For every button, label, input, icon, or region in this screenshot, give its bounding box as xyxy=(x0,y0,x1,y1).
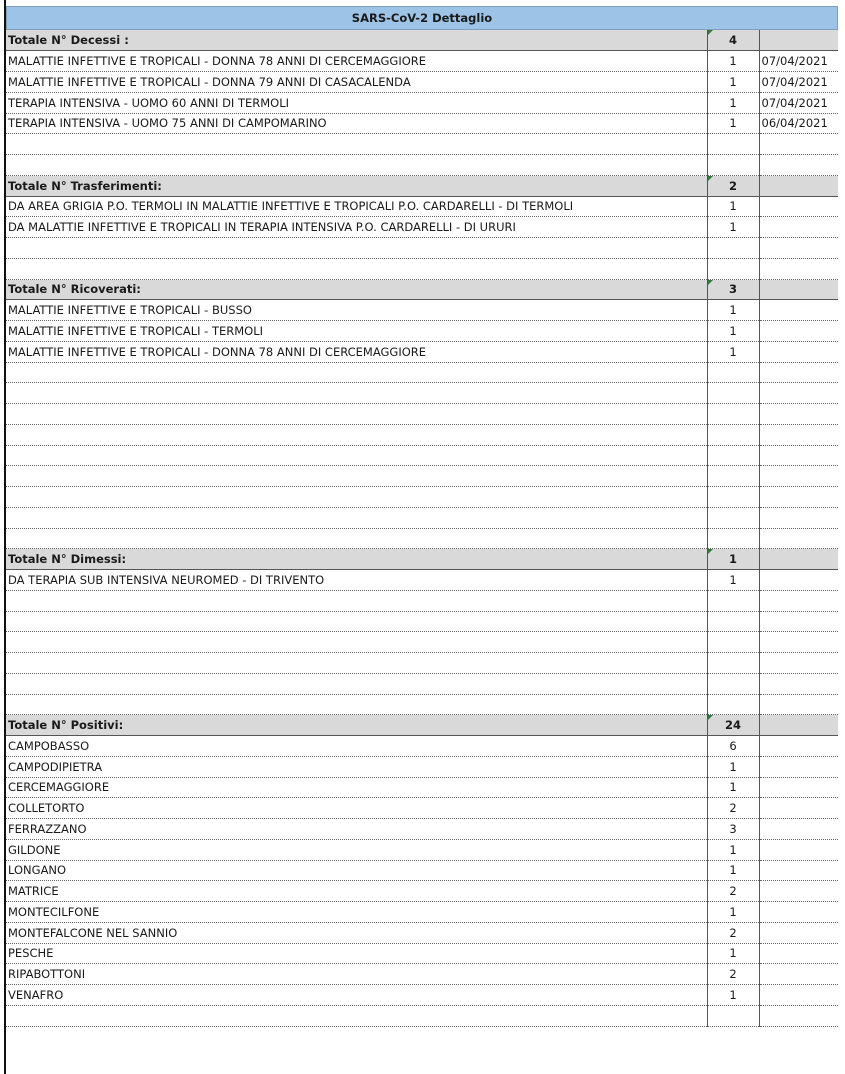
cell-comment-flag-icon xyxy=(708,176,713,181)
empty-cell[interactable] xyxy=(759,673,838,694)
empty-cell[interactable] xyxy=(6,155,707,176)
empty-cell[interactable] xyxy=(707,424,759,445)
row-date[interactable] xyxy=(759,798,838,819)
empty-row xyxy=(6,134,838,155)
row-description[interactable]: FERRAZZANO xyxy=(6,819,707,840)
row-description[interactable]: LONGANO xyxy=(6,860,707,881)
row-date[interactable] xyxy=(759,881,838,902)
table-row xyxy=(6,860,838,881)
empty-row xyxy=(6,445,838,466)
section-label[interactable]: Totale N° Dimessi: xyxy=(6,549,707,570)
row-count[interactable]: 1 xyxy=(707,341,759,362)
row-date[interactable] xyxy=(759,943,838,964)
empty-cell[interactable] xyxy=(759,362,838,383)
table-row xyxy=(6,736,838,757)
empty-cell[interactable] xyxy=(759,404,838,425)
row-count[interactable]: 6 xyxy=(707,736,759,757)
empty-cell[interactable] xyxy=(707,694,759,715)
row-description[interactable]: MONTEFALCONE NEL SANNIO xyxy=(6,922,707,943)
section-total[interactable]: 3 xyxy=(707,279,759,300)
empty-cell[interactable] xyxy=(759,590,838,611)
row-count[interactable]: 1 xyxy=(707,113,759,134)
empty-cell[interactable] xyxy=(707,238,759,259)
row-count[interactable]: 1 xyxy=(707,839,759,860)
table-row xyxy=(6,902,838,923)
empty-cell[interactable] xyxy=(707,1005,759,1026)
section-date-cell[interactable] xyxy=(759,715,838,736)
empty-cell[interactable] xyxy=(759,466,838,487)
empty-cell[interactable] xyxy=(6,424,707,445)
empty-cell[interactable] xyxy=(759,1005,838,1026)
table-row xyxy=(6,217,838,238)
row-description[interactable]: CAMPOBASSO xyxy=(6,736,707,757)
row-count[interactable]: 1 xyxy=(707,321,759,342)
empty-cell[interactable] xyxy=(707,611,759,632)
row-description[interactable]: MALATTIE INFETTIVE E TROPICALI - BUSSO xyxy=(6,300,707,321)
empty-row xyxy=(6,590,838,611)
empty-cell[interactable] xyxy=(707,134,759,155)
empty-cell[interactable] xyxy=(6,466,707,487)
empty-cell[interactable] xyxy=(707,673,759,694)
empty-cell[interactable] xyxy=(759,507,838,528)
row-count[interactable]: 1 xyxy=(707,860,759,881)
row-date[interactable] xyxy=(759,217,838,238)
row-date[interactable]: 07/04/2021 xyxy=(759,72,838,93)
row-description[interactable]: MALATTIE INFETTIVE E TROPICALI - DONNA 78 ANNI DI CERCEMAGGIORE xyxy=(6,51,707,72)
section-label[interactable]: Totale N° Ricoverati: xyxy=(6,279,707,300)
empty-cell[interactable] xyxy=(707,632,759,653)
table-row xyxy=(6,839,838,860)
empty-cell[interactable] xyxy=(6,528,707,549)
empty-cell[interactable] xyxy=(759,155,838,176)
row-description[interactable]: CERCEMAGGIORE xyxy=(6,777,707,798)
row-date[interactable] xyxy=(759,196,838,217)
empty-row xyxy=(6,258,838,279)
row-date[interactable]: 06/04/2021 xyxy=(759,113,838,134)
row-date[interactable] xyxy=(759,321,838,342)
empty-cell[interactable] xyxy=(707,362,759,383)
row-count[interactable]: 1 xyxy=(707,196,759,217)
section-label[interactable]: Totale N° Decessi : xyxy=(6,30,707,51)
section-total[interactable]: 24 xyxy=(707,715,759,736)
empty-row xyxy=(6,155,838,176)
empty-row xyxy=(6,424,838,445)
row-count[interactable]: 1 xyxy=(707,985,759,1006)
row-count[interactable]: 2 xyxy=(707,964,759,985)
row-date[interactable] xyxy=(759,341,838,362)
empty-row xyxy=(6,632,838,653)
empty-cell[interactable] xyxy=(6,653,707,674)
empty-cell[interactable] xyxy=(759,258,838,279)
sheet-title: SARS-CoV-2 Dettaglio xyxy=(6,6,838,30)
empty-cell[interactable] xyxy=(6,238,707,259)
empty-row xyxy=(6,653,838,674)
cell-comment-flag-icon xyxy=(708,30,713,35)
cell-comment-flag-icon xyxy=(708,549,713,554)
row-count[interactable]: 2 xyxy=(707,798,759,819)
empty-cell[interactable] xyxy=(6,673,707,694)
row-date[interactable] xyxy=(759,860,838,881)
empty-row xyxy=(6,673,838,694)
empty-row xyxy=(6,238,838,259)
table-row xyxy=(6,798,838,819)
empty-cell[interactable] xyxy=(6,611,707,632)
table-row xyxy=(6,92,838,113)
empty-row xyxy=(6,694,838,715)
empty-cell[interactable] xyxy=(6,383,707,404)
empty-cell[interactable] xyxy=(6,632,707,653)
empty-row xyxy=(6,466,838,487)
row-date[interactable] xyxy=(759,570,838,591)
empty-cell[interactable] xyxy=(759,632,838,653)
detail-table-body xyxy=(6,30,838,1026)
section-date-cell[interactable] xyxy=(759,30,838,51)
table-row xyxy=(6,196,838,217)
row-count[interactable]: 1 xyxy=(707,902,759,923)
row-date[interactable] xyxy=(759,777,838,798)
row-date[interactable] xyxy=(759,756,838,777)
row-count[interactable]: 1 xyxy=(707,51,759,72)
empty-cell[interactable] xyxy=(759,238,838,259)
row-description[interactable]: COLLETORTO xyxy=(6,798,707,819)
row-count[interactable]: 1 xyxy=(707,943,759,964)
table-row xyxy=(6,943,838,964)
empty-row xyxy=(6,528,838,549)
row-count[interactable]: 1 xyxy=(707,72,759,93)
row-date[interactable] xyxy=(759,922,838,943)
table-row xyxy=(6,756,838,777)
spreadsheet xyxy=(6,6,838,1027)
section-label[interactable]: Totale N° Positivi: xyxy=(6,715,707,736)
row-count[interactable]: 1 xyxy=(707,756,759,777)
row-date[interactable] xyxy=(759,819,838,840)
row-description[interactable]: MATRICE xyxy=(6,881,707,902)
empty-cell[interactable] xyxy=(759,134,838,155)
detail-table xyxy=(6,30,838,1027)
empty-cell[interactable] xyxy=(6,445,707,466)
empty-cell[interactable] xyxy=(6,507,707,528)
empty-cell[interactable] xyxy=(6,404,707,425)
empty-cell[interactable] xyxy=(6,487,707,508)
row-description[interactable]: DA AREA GRIGIA P.O. TERMOLI IN MALATTIE INFETTIVE E TROPICALI P.O. CARDARELLI - DI TERMOLI xyxy=(6,196,707,217)
row-date[interactable] xyxy=(759,902,838,923)
row-date[interactable] xyxy=(759,300,838,321)
row-description[interactable]: CAMPODIPIETRA xyxy=(6,756,707,777)
empty-row xyxy=(6,507,838,528)
row-description[interactable]: GILDONE xyxy=(6,839,707,860)
row-count[interactable]: 1 xyxy=(707,777,759,798)
row-count[interactable]: 2 xyxy=(707,881,759,902)
empty-cell[interactable] xyxy=(759,528,838,549)
row-count[interactable]: 1 xyxy=(707,217,759,238)
table-row xyxy=(6,881,838,902)
row-count[interactable]: 1 xyxy=(707,92,759,113)
section-header-row xyxy=(6,175,838,196)
row-date[interactable]: 07/04/2021 xyxy=(759,51,838,72)
empty-cell[interactable] xyxy=(707,466,759,487)
empty-cell[interactable] xyxy=(759,611,838,632)
table-row xyxy=(6,72,838,93)
table-row xyxy=(6,570,838,591)
section-header-row xyxy=(6,715,838,736)
row-description[interactable]: PESCHE xyxy=(6,943,707,964)
empty-cell[interactable] xyxy=(707,653,759,674)
empty-cell[interactable] xyxy=(6,590,707,611)
section-total[interactable]: 2 xyxy=(707,175,759,196)
empty-cell[interactable] xyxy=(707,404,759,425)
empty-cell[interactable] xyxy=(6,134,707,155)
table-row xyxy=(6,51,838,72)
section-date-cell[interactable] xyxy=(759,279,838,300)
empty-cell[interactable] xyxy=(707,445,759,466)
row-description[interactable]: MONTECILFONE xyxy=(6,902,707,923)
empty-cell[interactable] xyxy=(6,1005,707,1026)
empty-cell[interactable] xyxy=(707,383,759,404)
empty-cell[interactable] xyxy=(707,507,759,528)
row-count[interactable]: 3 xyxy=(707,819,759,840)
section-label[interactable]: Totale N° Trasferimenti: xyxy=(6,175,707,196)
empty-cell[interactable] xyxy=(759,383,838,404)
empty-cell[interactable] xyxy=(759,487,838,508)
empty-cell[interactable] xyxy=(707,528,759,549)
empty-cell[interactable] xyxy=(707,487,759,508)
row-description[interactable]: MALATTIE INFETTIVE E TROPICALI - DONNA 78 ANNI DI CERCEMAGGIORE xyxy=(6,341,707,362)
empty-cell[interactable] xyxy=(6,258,707,279)
empty-cell[interactable] xyxy=(759,694,838,715)
section-total[interactable]: 4 xyxy=(707,30,759,51)
row-description[interactable]: MALATTIE INFETTIVE E TROPICALI - DONNA 79 ANNI DI CASACALENDA xyxy=(6,72,707,93)
row-description[interactable]: TERAPIA INTENSIVA - UOMO 60 ANNI DI TERMOLI xyxy=(6,92,707,113)
row-count[interactable]: 1 xyxy=(707,300,759,321)
cell-comment-flag-icon xyxy=(708,715,713,720)
empty-cell[interactable] xyxy=(759,424,838,445)
empty-row xyxy=(6,611,838,632)
empty-cell[interactable] xyxy=(6,362,707,383)
section-total[interactable]: 1 xyxy=(707,549,759,570)
section-date-cell[interactable] xyxy=(759,549,838,570)
table-row xyxy=(6,113,838,134)
section-date-cell[interactable] xyxy=(759,175,838,196)
row-date[interactable] xyxy=(759,736,838,757)
empty-cell[interactable] xyxy=(759,445,838,466)
empty-row xyxy=(6,404,838,425)
row-date[interactable] xyxy=(759,839,838,860)
table-row xyxy=(6,321,838,342)
section-header-row xyxy=(6,279,838,300)
row-description[interactable]: VENAFRO xyxy=(6,985,707,1006)
empty-cell[interactable] xyxy=(707,590,759,611)
row-date[interactable]: 07/04/2021 xyxy=(759,92,838,113)
row-description[interactable]: DA TERAPIA SUB INTENSIVA NEUROMED - DI TRIVENTO xyxy=(6,570,707,591)
empty-row xyxy=(6,487,838,508)
table-row xyxy=(6,819,838,840)
empty-cell[interactable] xyxy=(707,155,759,176)
row-description[interactable]: RIPABOTTONI xyxy=(6,964,707,985)
empty-row xyxy=(6,362,838,383)
empty-cell[interactable] xyxy=(759,653,838,674)
table-row xyxy=(6,777,838,798)
row-count[interactable]: 1 xyxy=(707,570,759,591)
table-row xyxy=(6,300,838,321)
row-count[interactable]: 2 xyxy=(707,922,759,943)
table-row xyxy=(6,964,838,985)
empty-cell[interactable] xyxy=(707,258,759,279)
empty-row xyxy=(6,1005,838,1026)
cell-comment-flag-icon xyxy=(708,280,713,285)
row-description[interactable]: TERAPIA INTENSIVA - UOMO 75 ANNI DI CAMPOMARINO xyxy=(6,113,707,134)
row-description[interactable]: MALATTIE INFETTIVE E TROPICALI - TERMOLI xyxy=(6,321,707,342)
table-row xyxy=(6,985,838,1006)
section-header-row xyxy=(6,30,838,51)
row-date[interactable] xyxy=(759,985,838,1006)
row-date[interactable] xyxy=(759,964,838,985)
empty-row xyxy=(6,383,838,404)
section-header-row xyxy=(6,549,838,570)
table-row xyxy=(6,922,838,943)
row-description[interactable]: DA MALATTIE INFETTIVE E TROPICALI IN TERAPIA INTENSIVA P.O. CARDARELLI - DI URURI xyxy=(6,217,707,238)
empty-cell[interactable] xyxy=(6,694,707,715)
table-row xyxy=(6,341,838,362)
